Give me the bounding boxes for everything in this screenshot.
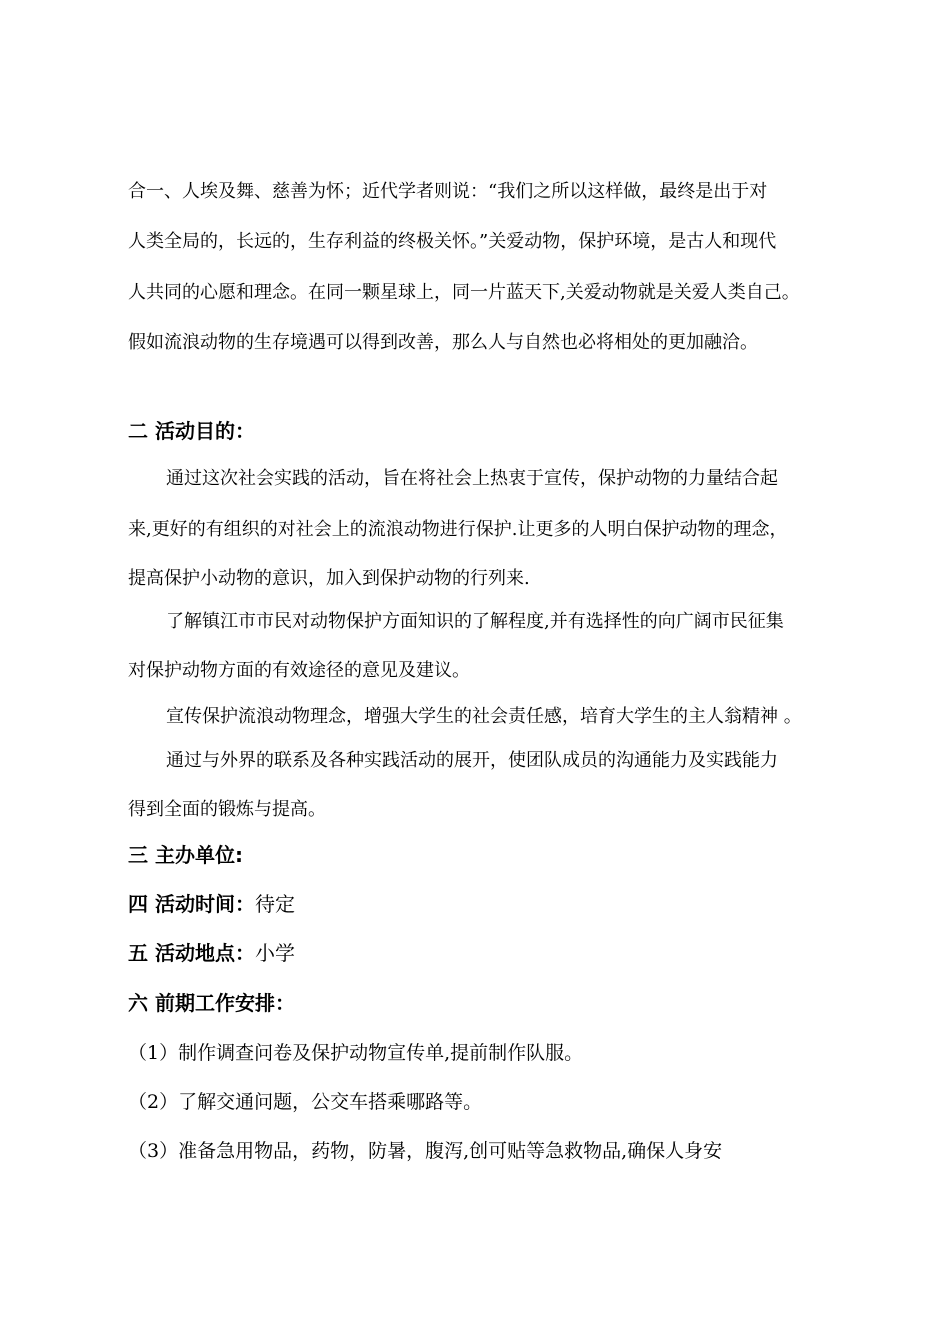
paragraph-line: 对保护动物方面的有效途径的意见及建议。 [128,660,470,681]
paragraph-line: 通过这次社会实践的活动，旨在将社会上热衷于宣传，保护动物的力量结合起 [166,468,778,489]
intro-line: 合一、人埃及舞、慈善为怀；近代学者则说：“我们之所以这样做，最终是出于对 [128,181,768,202]
paragraph-line: 通过与外界的联系及各种实践活动的展开，使团队成员的沟通能力及实践能力 [166,750,778,771]
list-item: （1）制作调查问卷及保护动物宣传单,提前制作队服。 [128,1042,584,1064]
list-item: （2）了解交通问题，公交车搭乘哪路等。 [128,1091,483,1113]
list-item: （3）准备急用物品，药物，防暑，腹泻,创可贴等急救物品,确保人身安 [128,1140,723,1162]
section-heading-time [128,892,295,916]
section-value: 待定 [254,892,295,916]
section-heading-location [128,941,295,965]
section-value: 小学 [254,941,295,965]
intro-line: 人共同的心愿和理念。在同一颗星球上，同一片蓝天下,关爱动物就是关爱人类自己。 [128,282,800,303]
paragraph-line: 了解镇江市市民对动物保护方面知识的了解程度,并有选择性的向广阔市民征集 [166,611,784,632]
section-label: 五 活动地点： [128,941,255,965]
section-heading-purpose: 二 活动目的： [128,419,255,443]
section-heading-organizer: 三 主办单位: [128,843,243,867]
intro-line: 人类全局的，长远的，生存利益的终极关怀。”关爱动物，保护环境，是古人和现代 [128,231,777,252]
paragraph-line: 提高保护小动物的意识，加入到保护动物的行列来. [128,568,530,589]
paragraph-line: 宣传保护流浪动物理念，增强大学生的社会责任感，培育大学生的主人翁精神 。 [166,706,802,727]
intro-line: 假如流浪动物的生存境遇可以得到改善，那么人与自然也必将相处的更加融洽。 [128,332,758,353]
section-heading-preparation: 六 前期工作安排： [128,991,295,1015]
paragraph-line: 来,更好的有组织的对社会上的流浪动物进行保护.让更多的人明白保护动物的理念， [128,519,788,540]
section-label: 四 活动时间： [128,892,255,916]
paragraph-line: 得到全面的锻炼与提高。 [128,799,326,820]
